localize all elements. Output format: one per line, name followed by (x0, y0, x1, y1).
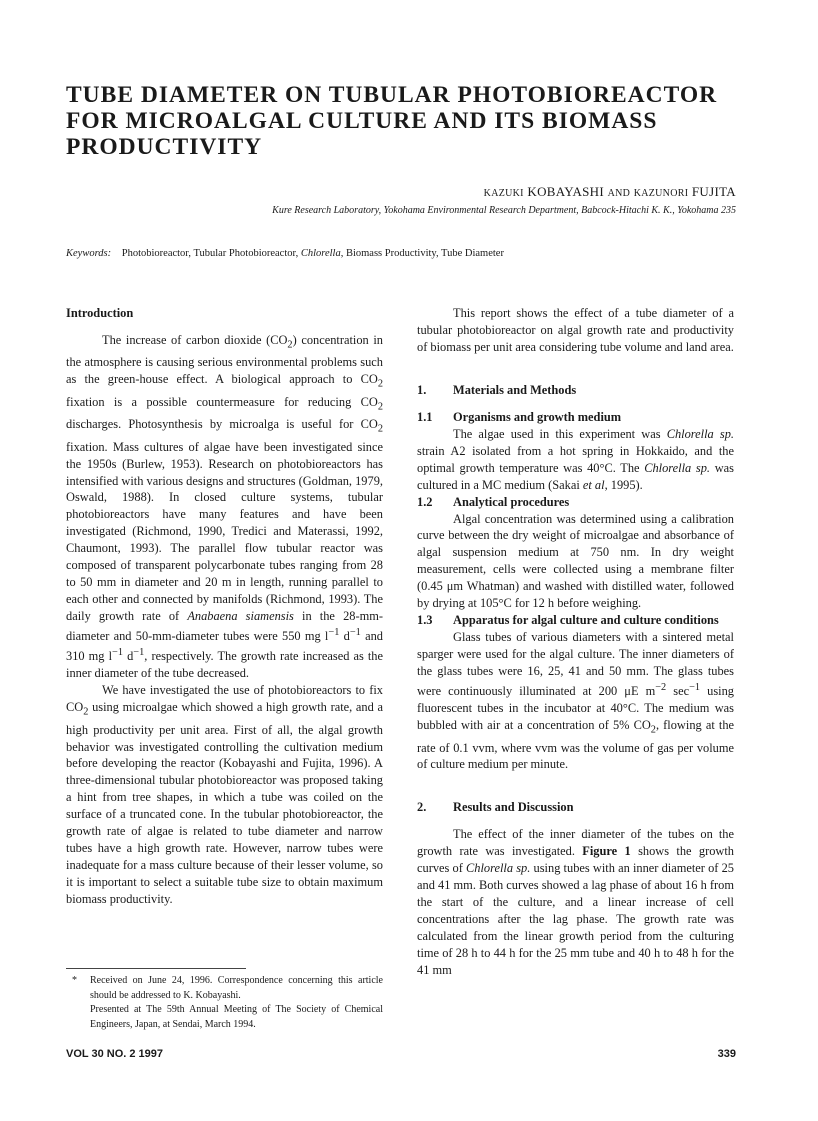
page-number: 339 (717, 1048, 736, 1060)
affiliation: Kure Research Laboratory, Yokohama Environmental Research Department, Babcock-Hitachi K. K., Yokohama 235 (272, 205, 736, 216)
section-1-1-text: The algae used in this experiment was Chlorella sp. strain A2 isolated from a hot spring in Hokkaido, and the optimal growth temperature was 40°C. The Chlorella sp. was cultured in a MC medium (Sakai et al, 1995). (417, 426, 734, 492)
author-list (484, 184, 736, 200)
keywords-text-1: Photobioreactor, Tubular Photobioreactor, (121, 248, 301, 259)
keywords-label: Keywords: (66, 248, 112, 259)
section-1-2-heading: 1.2 Analytical procedures (417, 494, 570, 509)
footnote-rule (66, 968, 246, 969)
section-2-heading: 2. Results and Discussion (417, 800, 574, 815)
footnote-line-1: Received on June 24, 1996. Correspondence concerning this article should be addressed to K. Kobayashi. (90, 975, 383, 1001)
section-1-1-heading: 1.1 Organisms and growth medium (417, 409, 622, 424)
author-1-last: KOBAYASHI (527, 184, 604, 199)
keywords-text-2: , Biomass Productivity, Tube Diameter (340, 248, 504, 259)
author-and: AND (607, 188, 631, 199)
intro-heading: Introduction (66, 306, 134, 320)
intro-paragraph-1: The increase of carbon dioxide $(CO_2)$ concentration in the atmosphere is causing serious environmental problems such as the green-house effect. A biological approach to $CO_2$ fixation is a possible countermeasure for reducing $CO_2$ discharges. Photosynthesis by microalga is useful for $CO_2$ fixation. Mass cultures of algae have been investigated since the 1950s (Burlew, 1953). Research on photobioreactors has intensified with various designs and structures (Goldman, 1979, Oswald, 1988). In closed culture systems, tubular photobioreactors have many features and have been investigated (Richmond, 1990, Tredici and Materassi, 1992, Chaumont, 1993). The parallel flow tubular reactor was composed of transparent polycarbonate tubes ranging from 28 to 50 mm in diameter and 20 m in length, running parallel to each other and connected by manifolds (Richmond, 1993). The daily growth rate of Anabaena siamensis in the 28-mm-diameter and 50-mm-diameter tubes were 550 mg $l^{-1}$ $d^{-1}$ and 310 mg $l^{-1}$ $d^{-1}$, respectively. The growth rate increased as the inner diameter of the tube decreased. (66, 332, 384, 681)
keywords-italic: Chlorella (300, 248, 341, 259)
intro-paragraph-2: We have investigated the use of photobioreactors to fix $CO_2$ using microalgae which showed a high growth rate, and a high productivity per unit area. First of all, the algal growth behavior was investigated controlling the cultivation medium before developing the reactor (Kobayashi and Fujita, 1996). A three-dimensional tubular photobioreactor was proposed taking a hint from tree shapes, in which a tube was coiled on the surface of a truncated cone. In the tubular photobioreactor, the growth rate of algae is related to tube diameter and narrow tubes have a high growth rate. However, narrow tubes were inadequate for a mass culture because of their lesser volume, so it is important to select a suitable tube size to obtain maximum biomass productivity. (66, 683, 383, 907)
author-1-first: KAZUKI (483, 188, 524, 199)
title-line-2: FOR MICROALGAL CULTURE AND ITS BIOMASS (66, 108, 658, 134)
title-line-1: TUBE DIAMETER ON TUBULAR PHOTOBIOREACTOR (66, 82, 718, 108)
right-column (417, 305, 734, 979)
section-1-3-text: Glass tubes of various diameters with a sintered metal sparger were used for the algal culture. The inner diameters of the glass tubes were 16, 25, 41 and 50 mm. The glass tubes were continuously illuminated at 200 μE $m^{-2}$ $\sec^{-1} using$ fluorescent tubes in the incubator at 40°C. The medium was bubbled with air at a concentration of 5% $CO_2$, flowing at the rate of 0.1 vvm, where vvm was the volume of gas per volume of culture medium per minute. (417, 630, 735, 772)
footnote-mark: * (72, 975, 77, 986)
author-2-first: KAZUNORI (633, 188, 689, 199)
paper-title (66, 82, 766, 160)
footnote (66, 974, 383, 1032)
section-1-3-heading: 1.3 Apparatus for algal culture and culture conditions (417, 613, 719, 628)
title-line-3: PRODUCTIVITY (66, 134, 263, 160)
footnote-line-2: Presented at The 59th Annual Meeting of The Society of Chemical Engineers, Japan, at Sendai, March 1994. (90, 1004, 383, 1030)
author-2-last: FUJITA (691, 184, 736, 199)
keywords (66, 248, 504, 259)
section-1-heading: 1. Materials and Methods (417, 382, 577, 397)
right-intro-paragraph: This report shows the effect of a tube diameter of a tubular photobioreactor on algal growth rate and productivity of biomass per unit area considering tube volume and land area. (417, 306, 734, 354)
left-column (66, 305, 383, 908)
journal-footer: VOL 30 NO. 2 1997 (66, 1048, 164, 1060)
section-1-2-text: Algal concentration was determined using a calibration curve between the dry weight of microalgae and absorbance of algal suspension medium at 750 nm. In dry weight measurement, cells were collected using a membrane filter (0.45 μm Whatman) and washed with distilled water, followed by drying at 105°C for 12 h before weighing. (417, 511, 734, 611)
section-2-text: The effect of the inner diameter of the tubes on the growth rate was investigated. Figure 1 shows the growth curves of Chlorella sp. using tubes with an inner diameter of 25 and 41 mm. Both curves showed a lag phase of about 16 h from the start of the culture, and a linear increase of cell concentrations after the lag phase. The growth rate was calculated from the linear growth period from the culturing time of 28 h to 44 h for the 25 mm tube and 40 h to 48 h for the 41 mm (417, 827, 734, 977)
